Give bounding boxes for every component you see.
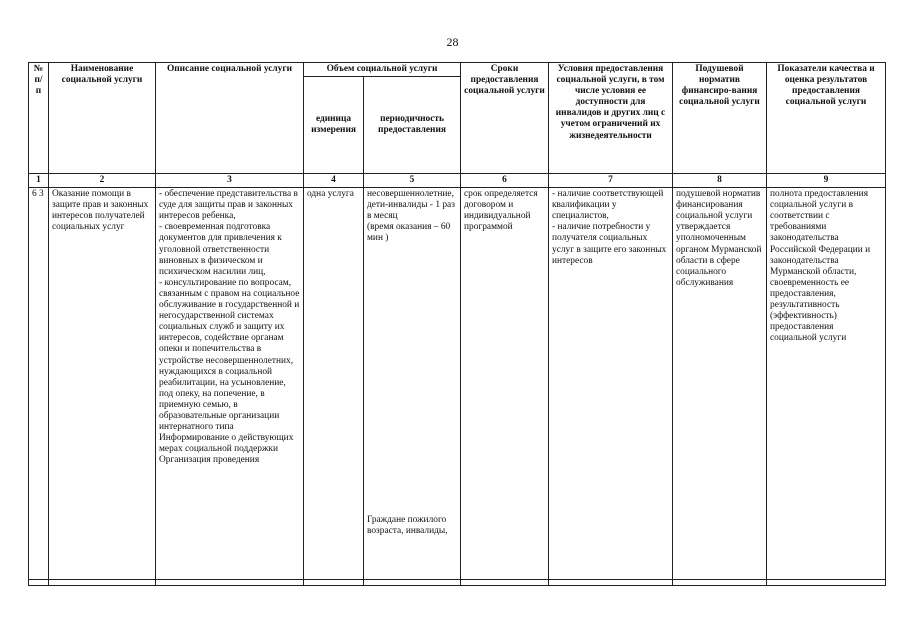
row-quality: полнота предоставления социальной услуги в соответствии с требованиями законодательства Российской Федерации и законодательства Мурманской области, своевременность ее предоставления, результативность (эффективность) предоставления социальной услуги bbox=[767, 188, 886, 586]
social-services-table bbox=[28, 62, 886, 586]
periodicity-item: (время оказания – 60 мин ) bbox=[367, 222, 451, 244]
periodicity-item: Граждане пожилого возраста, инвалиды, bbox=[367, 514, 448, 536]
row-num: 6 3 bbox=[29, 188, 49, 586]
header-volume-group: Объем социальной услуги bbox=[304, 63, 461, 77]
description-item: - обеспечение представительства в суде для защиты прав и законных интересов ребенка, bbox=[159, 189, 298, 222]
row-conditions bbox=[549, 188, 673, 586]
row-norm: подушевой норматив финансирования социальной услуги утверждается уполномоченным органом Мурманской области в сфере социального обслуживания bbox=[673, 188, 767, 586]
column-number: 8 bbox=[673, 174, 767, 188]
column-number: 1 bbox=[29, 174, 49, 188]
column-numbers-row bbox=[29, 174, 886, 188]
table-bottom-line bbox=[28, 579, 885, 580]
header-periodicity: периодичность предоставления bbox=[364, 77, 461, 174]
header-num: № п/п bbox=[29, 63, 49, 174]
description-item: - своевременная подготовка документов для привлечения к уголовной ответственности виновных в физическом и психическом насилии лиц, bbox=[159, 222, 282, 277]
column-number: 3 bbox=[156, 174, 304, 188]
row-periodicity bbox=[364, 188, 461, 586]
row-service-name: Оказание помощи в защите прав и законных интересов получателей социальных услуг bbox=[49, 188, 156, 586]
header-conditions: Условия предоставления социальной услуги, в том числе условия ее доступности для инвалидов и других лиц с учетом ограничений их жизнедеятельности bbox=[549, 63, 673, 174]
column-number: 6 bbox=[461, 174, 549, 188]
header-service-name: Наименование социальной услуги bbox=[49, 63, 156, 174]
row-description bbox=[156, 188, 304, 586]
header-terms: Сроки предоставления социальной услуги bbox=[461, 63, 549, 174]
description-item: - консультирование по вопросам, связанным с правом на социальное обслуживание в государственной и негосударственной системах социальных служб и защиту их интересов, содействие органам опеки и попечительства в устройстве несовершеннолетних, нуждающихся в социальной реабилитации, на усыновление, под опеку, на попечение, в приемную семью, в образовательные организации интернатного типа bbox=[159, 277, 300, 433]
condition-item: - наличие потребности у получателя социальных услуг в защите его законных интересов bbox=[552, 222, 667, 266]
column-number: 5 bbox=[364, 174, 461, 188]
periodicity-item: несовершеннолетние, дети-инвалиды - 1 раз в месяц bbox=[367, 189, 455, 222]
header-row-1 bbox=[29, 63, 886, 77]
column-number: 9 bbox=[767, 174, 886, 188]
row-unit: одна услуга bbox=[304, 188, 364, 586]
column-number: 7 bbox=[549, 174, 673, 188]
page-number: 28 bbox=[446, 35, 459, 49]
table-row bbox=[29, 188, 886, 586]
description-item: Информирование о действующих мерах социальной поддержки bbox=[159, 433, 294, 455]
column-number: 2 bbox=[49, 174, 156, 188]
description-item: Организация проведения bbox=[159, 455, 260, 466]
header-norm: Подушевой норматив финансиро-вания социальной услуги bbox=[673, 63, 767, 174]
column-number: 4 bbox=[304, 174, 364, 188]
condition-item: - наличие соответствующей квалификации у специалистов, bbox=[552, 189, 664, 222]
header-unit: единица измерения bbox=[304, 77, 364, 174]
header-quality: Показатели качества и оценка результатов предоставления социальной услуги bbox=[767, 63, 886, 174]
row-term: срок определяется договором и индивидуальной программой bbox=[461, 188, 549, 586]
header-description: Описание социальной услуги bbox=[156, 63, 304, 174]
